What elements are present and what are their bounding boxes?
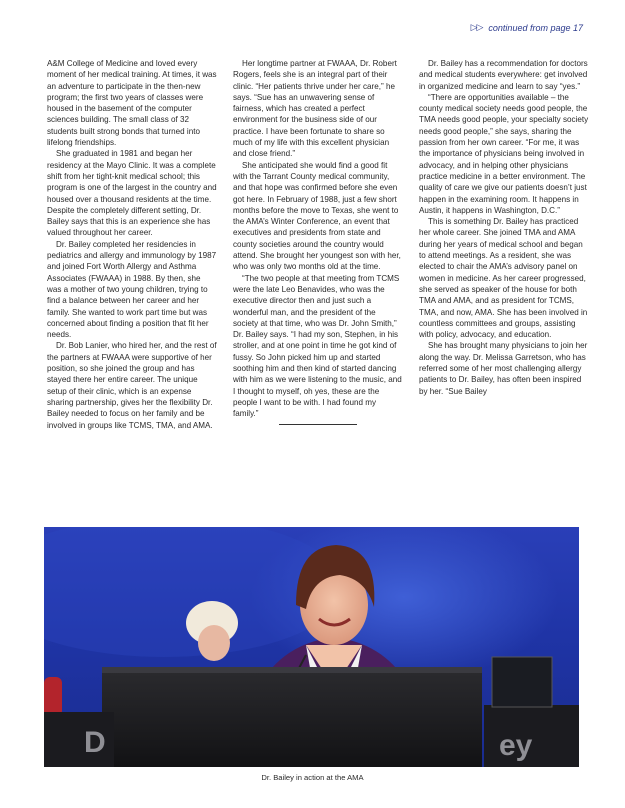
continued-from-label (471, 22, 583, 33)
continued-text: continued from page 17 (488, 22, 583, 33)
double-arrow-icon: ▷▷ (470, 22, 483, 32)
paragraph: She has brought many physicians to join her along the way. Dr. Melissa Garretson, who has referred some of her most challenging allergy patients to Dr. Bailey, has often been inspired by her. “Sue Bailey (419, 341, 588, 396)
paragraph: She graduated in 1981 and began her residency at the Mayo Clinic. It was a complete shift from her tight-knit medical school; this program is one of the largest in the country and housed over a thousand residents at the time. Despite the completely different setting, Dr. Bailey says that this is an experience she has valued throughout her career. (47, 149, 217, 238)
paragraph: A&M College of Medicine and loved every moment of her medical training. At times, it was an adventure to participate in the then-new program; the first two years of classes were housed in the basement of the computer sciences building. The small class of 32 students built strong bonds that turned into lifelong friendships. (47, 59, 217, 148)
paragraph: Dr. Bailey completed her residencies in pediatrics and allergy and immunology by 1987 and joined Fort Worth Allergy and Asthma Associates (FWAAA) in 1988. By then, she was a mother of two young children, trying to find a balance between her career and her family. She wanted to work part time but was concerned about finding a position that fit her needs. (47, 239, 217, 340)
podium-text-left: D (84, 726, 106, 759)
column-1 (47, 58, 217, 513)
column-3 (419, 58, 589, 513)
photo-dr-bailey-at-podium (44, 527, 579, 767)
article-body (47, 58, 589, 513)
section-end-rule (279, 424, 357, 425)
paragraph: This is something Dr. Bailey has practiced her whole career. She joined TMA and AMA during her years of medical school and began to attend meetings. As a resident, she was elected to chair the AMA’s advisory panel on women in medicine. As her career progressed, she served as speaker of the house for both TMA and AMA, and as president for TCMS, TMA, and now, AMA. She has been involved in countless committees and groups, assisting with policy, advocacy, and education. (419, 217, 588, 340)
paragraph: She anticipated she would find a good fit with the Tarrant County medical community, and that hope was confirmed before she even got here. In February of 1988, just a few short months before the move to Texas, she went to the AMA’s Winter Conference, an event that executives and presidents from state and county societies around the country would attend. She brought her youngest son with her, who was only two months old at the time. (233, 160, 401, 272)
paragraph: “There are opportunities available – the county medical society needs good people, the TMA needs good people, your specialty society needs good people,” she says, sharing the passion from her own career. “For me, it was the importance of physicians being involved in advocacy, and in helping other physicians practice medicine in a better environment. The quality of care we give our patients doesn’t just happen in the examining room. It happens in Austin, it happens in Washington, D.C.” (419, 92, 589, 215)
paragraph: Dr. Bailey has a recommendation for doctors and medical students everywhere: get involved in organized medicine and learn to say “yes.” (419, 59, 588, 91)
paragraph: Her longtime partner at FWAAA, Dr. Robert Rogers, feels she is an integral part of their clinic. “Her patients thrive under her care,” he says. “Sue has an unwavering sense of fairness, which has created a perfect environment for the business side of our practice. I have been fortunate to share so much of my life with this excellent physician and close friend.” (233, 59, 397, 159)
photo-illustration (44, 527, 579, 767)
paragraph: “The two people at that meeting from TCMS were the late Leo Benavides, who was the executive director then and just such a wonderful man, and the president of the society at that time, who was Dr. John Smith,” Dr. Bailey says. “I had my son, Stephen, in his stroller, and at one point in time he got kind of fussy. So John picked him up and started soothing him and then kind of started dancing with him as we were listening to the music, and I thought to myself, oh yes, these are the people I want to be with. I had found my family.” (233, 273, 402, 419)
podium-text-right: ey (499, 729, 533, 762)
column-2 (233, 58, 403, 513)
photo-caption: Dr. Bailey in action at the AMA (261, 773, 364, 782)
paragraph: Dr. Bob Lanier, who hired her, and the rest of the partners at FWAAA were supportive of her position, so she joined the group and has stayed there her entire career. The unique setup of their clinic, which is an expense sharing partnership, gives her the flexibility Dr. Bailey needed to focus on her family and be involved in groups like TCMS, TMA, and AMA. (47, 341, 217, 430)
